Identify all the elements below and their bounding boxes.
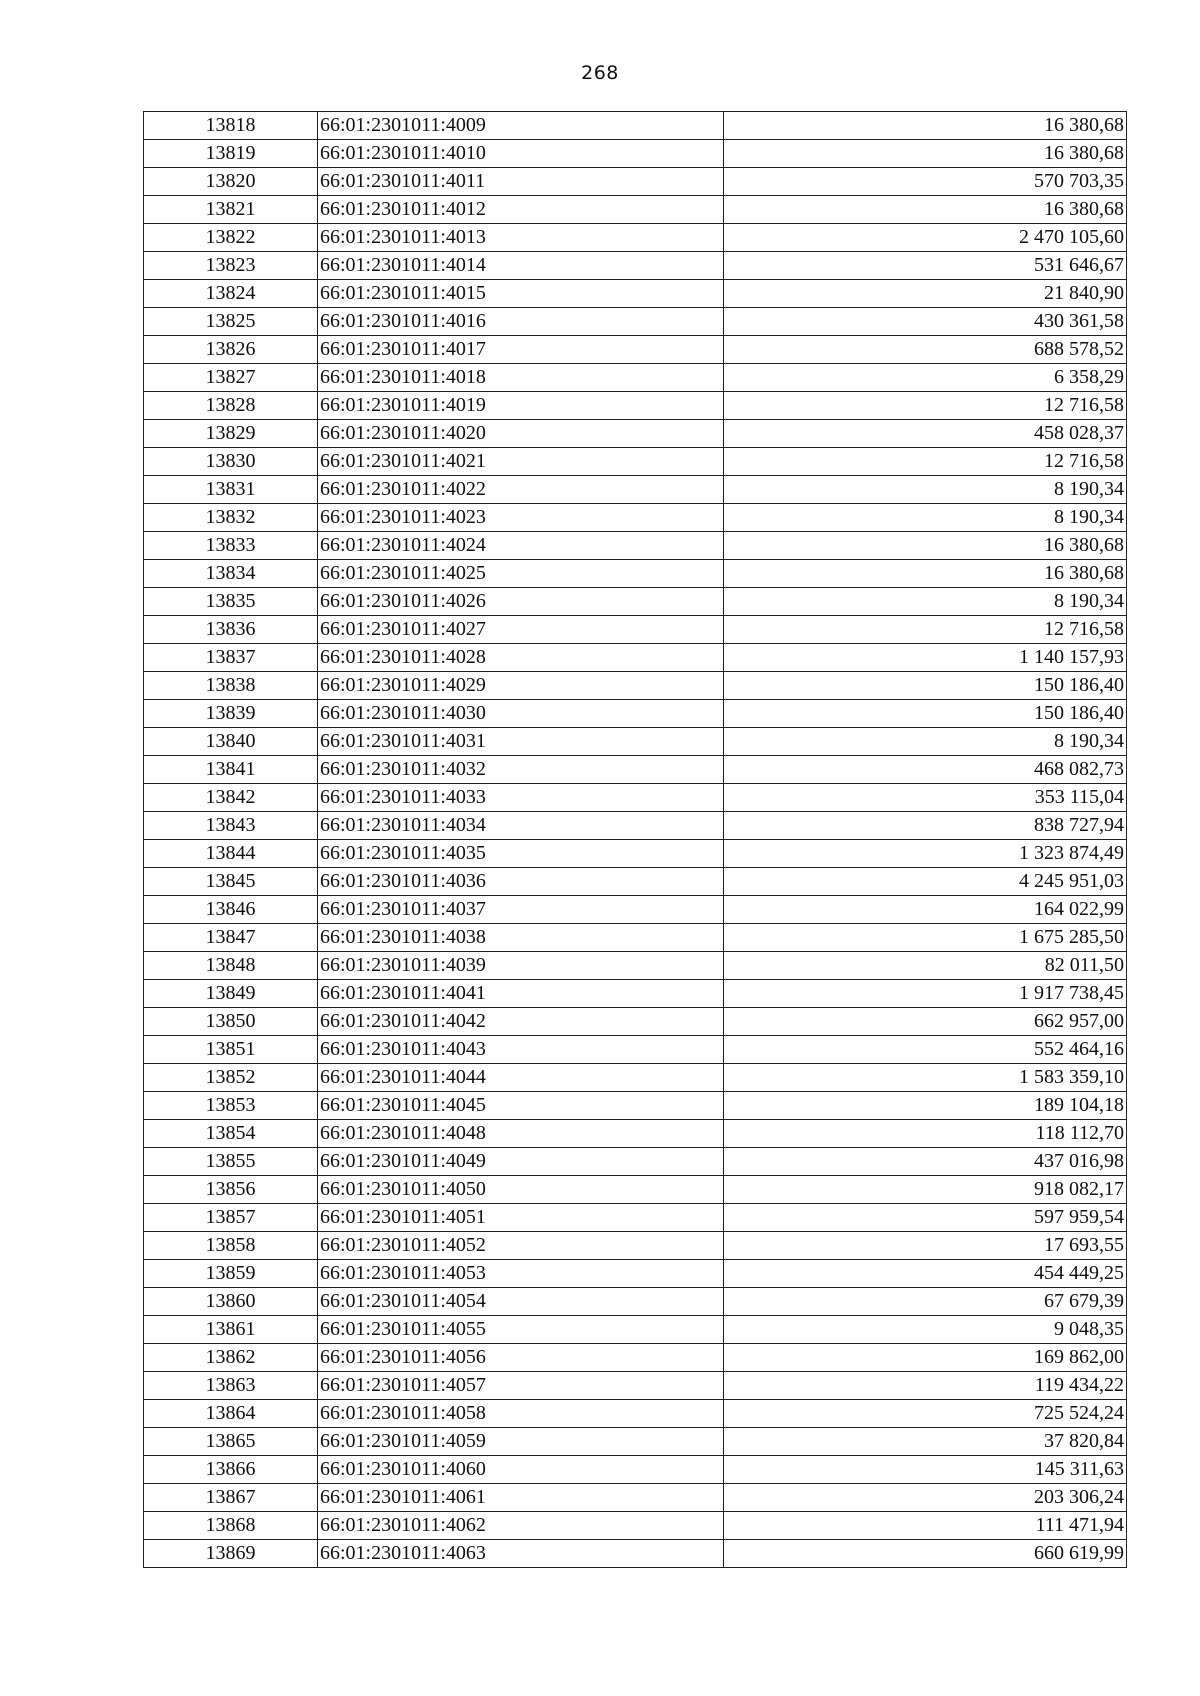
cadastral-number-cell: 66:01:2301011:4039 [318,952,724,980]
row-number-cell: 13856 [144,1176,318,1204]
cadastral-number-cell: 66:01:2301011:4058 [318,1400,724,1428]
cadastral-value-cell: 8 190,34 [724,588,1127,616]
cadastral-number-cell: 66:01:2301011:4018 [318,364,724,392]
cadastral-value-cell: 12 716,58 [724,616,1127,644]
cadastral-value-cell: 12 716,58 [724,392,1127,420]
row-number-cell: 13837 [144,644,318,672]
row-number-cell: 13822 [144,224,318,252]
table-row [144,532,1127,560]
table-row [144,1204,1127,1232]
cadastral-value-cell: 662 957,00 [724,1008,1127,1036]
table-row [144,1176,1127,1204]
row-number-cell: 13842 [144,784,318,812]
cadastral-value-cell: 16 380,68 [724,196,1127,224]
cadastral-number-cell: 66:01:2301011:4012 [318,196,724,224]
row-number-cell: 13828 [144,392,318,420]
table-row [144,588,1127,616]
cadastral-value-cell: 660 619,99 [724,1540,1127,1568]
cadastral-number-cell: 66:01:2301011:4061 [318,1484,724,1512]
cadastral-number-cell: 66:01:2301011:4023 [318,504,724,532]
row-number-cell: 13835 [144,588,318,616]
cadastral-number-cell: 66:01:2301011:4050 [318,1176,724,1204]
cadastral-value-table [143,111,1127,1568]
row-number-cell: 13862 [144,1344,318,1372]
row-number-cell: 13824 [144,280,318,308]
row-number-cell: 13858 [144,1232,318,1260]
cadastral-number-cell: 66:01:2301011:4014 [318,252,724,280]
row-number-cell: 13823 [144,252,318,280]
row-number-cell: 13849 [144,980,318,1008]
cadastral-number-cell: 66:01:2301011:4056 [318,1344,724,1372]
cadastral-value-cell: 1 675 285,50 [724,924,1127,952]
cadastral-value-cell: 8 190,34 [724,728,1127,756]
cadastral-value-cell: 838 727,94 [724,812,1127,840]
cadastral-number-cell: 66:01:2301011:4011 [318,168,724,196]
table-row [144,1260,1127,1288]
row-number-cell: 13838 [144,672,318,700]
row-number-cell: 13826 [144,336,318,364]
cadastral-number-cell: 66:01:2301011:4024 [318,532,724,560]
table-row [144,924,1127,952]
cadastral-value-cell: 1 583 359,10 [724,1064,1127,1092]
cadastral-value-cell: 531 646,67 [724,252,1127,280]
cadastral-number-cell: 66:01:2301011:4054 [318,1288,724,1316]
table-row [144,1428,1127,1456]
table-row [144,616,1127,644]
row-number-cell: 13865 [144,1428,318,1456]
table-row [144,560,1127,588]
table-row [144,1512,1127,1540]
cadastral-value-cell: 6 358,29 [724,364,1127,392]
cadastral-value-cell: 454 449,25 [724,1260,1127,1288]
table-row [144,336,1127,364]
row-number-cell: 13864 [144,1400,318,1428]
cadastral-value-cell: 21 840,90 [724,280,1127,308]
table-row [144,224,1127,252]
table-row [144,784,1127,812]
cadastral-value-cell: 111 471,94 [724,1512,1127,1540]
cadastral-number-cell: 66:01:2301011:4021 [318,448,724,476]
cadastral-number-cell: 66:01:2301011:4036 [318,868,724,896]
row-number-cell: 13863 [144,1372,318,1400]
cadastral-number-cell: 66:01:2301011:4037 [318,896,724,924]
cadastral-value-cell: 8 190,34 [724,476,1127,504]
row-number-cell: 13818 [144,112,318,140]
cadastral-value-cell: 150 186,40 [724,672,1127,700]
cadastral-value-cell: 16 380,68 [724,140,1127,168]
row-number-cell: 13825 [144,308,318,336]
cadastral-value-cell: 118 112,70 [724,1120,1127,1148]
cadastral-number-cell: 66:01:2301011:4013 [318,224,724,252]
row-number-cell: 13827 [144,364,318,392]
cadastral-value-cell: 150 186,40 [724,700,1127,728]
cadastral-number-cell: 66:01:2301011:4020 [318,420,724,448]
cadastral-number-cell: 66:01:2301011:4045 [318,1092,724,1120]
cadastral-number-cell: 66:01:2301011:4027 [318,616,724,644]
cadastral-value-cell: 12 716,58 [724,448,1127,476]
row-number-cell: 13868 [144,1512,318,1540]
table-row [144,952,1127,980]
table-row [144,448,1127,476]
cadastral-value-cell: 119 434,22 [724,1372,1127,1400]
table-row [144,896,1127,924]
cadastral-number-cell: 66:01:2301011:4009 [318,112,724,140]
cadastral-number-cell: 66:01:2301011:4043 [318,1036,724,1064]
cadastral-value-cell: 16 380,68 [724,532,1127,560]
row-number-cell: 13847 [144,924,318,952]
row-number-cell: 13819 [144,140,318,168]
cadastral-value-cell: 169 862,00 [724,1344,1127,1372]
table-row [144,364,1127,392]
cadastral-value-cell: 552 464,16 [724,1036,1127,1064]
row-number-cell: 13839 [144,700,318,728]
row-number-cell: 13850 [144,1008,318,1036]
table-row [144,840,1127,868]
cadastral-value-cell: 203 306,24 [724,1484,1127,1512]
row-number-cell: 13833 [144,532,318,560]
cadastral-value-cell: 458 028,37 [724,420,1127,448]
cadastral-value-cell: 164 022,99 [724,896,1127,924]
cadastral-number-cell: 66:01:2301011:4022 [318,476,724,504]
cadastral-number-cell: 66:01:2301011:4044 [318,1064,724,1092]
cadastral-number-cell: 66:01:2301011:4038 [318,924,724,952]
row-number-cell: 13861 [144,1316,318,1344]
row-number-cell: 13848 [144,952,318,980]
row-number-cell: 13830 [144,448,318,476]
cadastral-number-cell: 66:01:2301011:4026 [318,588,724,616]
cadastral-value-cell: 8 190,34 [724,504,1127,532]
row-number-cell: 13867 [144,1484,318,1512]
row-number-cell: 13852 [144,1064,318,1092]
row-number-cell: 13832 [144,504,318,532]
row-number-cell: 13869 [144,1540,318,1568]
table-row [144,1232,1127,1260]
table-row [144,644,1127,672]
cadastral-value-cell: 4 245 951,03 [724,868,1127,896]
row-number-cell: 13859 [144,1260,318,1288]
table-row [144,476,1127,504]
cadastral-number-cell: 66:01:2301011:4031 [318,728,724,756]
row-number-cell: 13855 [144,1148,318,1176]
table-row [144,1372,1127,1400]
cadastral-number-cell: 66:01:2301011:4019 [318,392,724,420]
cadastral-value-cell: 2 470 105,60 [724,224,1127,252]
cadastral-value-cell: 67 679,39 [724,1288,1127,1316]
table-row [144,252,1127,280]
table-body [144,112,1127,1568]
cadastral-value-cell: 37 820,84 [724,1428,1127,1456]
cadastral-value-cell: 1 917 738,45 [724,980,1127,1008]
cadastral-number-cell: 66:01:2301011:4010 [318,140,724,168]
table-row [144,308,1127,336]
cadastral-number-cell: 66:01:2301011:4029 [318,672,724,700]
row-number-cell: 13843 [144,812,318,840]
table-row [144,812,1127,840]
cadastral-value-cell: 688 578,52 [724,336,1127,364]
row-number-cell: 13860 [144,1288,318,1316]
table-row [144,392,1127,420]
table-row [144,1120,1127,1148]
row-number-cell: 13851 [144,1036,318,1064]
page-number: 268 [581,62,619,84]
row-number-cell: 13831 [144,476,318,504]
row-number-cell: 13841 [144,756,318,784]
cadastral-value-cell: 597 959,54 [724,1204,1127,1232]
cadastral-number-cell: 66:01:2301011:4015 [318,280,724,308]
cadastral-value-cell: 16 380,68 [724,560,1127,588]
table-row [144,1064,1127,1092]
cadastral-value-cell: 16 380,68 [724,112,1127,140]
cadastral-value-cell: 918 082,17 [724,1176,1127,1204]
cadastral-number-cell: 66:01:2301011:4062 [318,1512,724,1540]
row-number-cell: 13820 [144,168,318,196]
table-row [144,1092,1127,1120]
row-number-cell: 13846 [144,896,318,924]
table-row [144,280,1127,308]
table-row [144,728,1127,756]
cadastral-number-cell: 66:01:2301011:4052 [318,1232,724,1260]
cadastral-value-cell: 570 703,35 [724,168,1127,196]
cadastral-value-cell: 1 140 157,93 [724,644,1127,672]
cadastral-number-cell: 66:01:2301011:4048 [318,1120,724,1148]
cadastral-number-cell: 66:01:2301011:4033 [318,784,724,812]
row-number-cell: 13821 [144,196,318,224]
cadastral-value-cell: 82 011,50 [724,952,1127,980]
cadastral-number-cell: 66:01:2301011:4035 [318,840,724,868]
row-number-cell: 13853 [144,1092,318,1120]
cadastral-number-cell: 66:01:2301011:4034 [318,812,724,840]
table-row [144,1400,1127,1428]
table-row [144,1036,1127,1064]
table-row [144,196,1127,224]
table-row [144,980,1127,1008]
row-number-cell: 13836 [144,616,318,644]
row-number-cell: 13857 [144,1204,318,1232]
cadastral-number-cell: 66:01:2301011:4057 [318,1372,724,1400]
table-row [144,1288,1127,1316]
cadastral-number-cell: 66:01:2301011:4041 [318,980,724,1008]
cadastral-number-cell: 66:01:2301011:4025 [318,560,724,588]
table-row [144,1540,1127,1568]
cadastral-value-cell: 17 693,55 [724,1232,1127,1260]
cadastral-number-cell: 66:01:2301011:4051 [318,1204,724,1232]
table-row [144,140,1127,168]
cadastral-number-cell: 66:01:2301011:4059 [318,1428,724,1456]
row-number-cell: 13845 [144,868,318,896]
table-row [144,1456,1127,1484]
table-row [144,1316,1127,1344]
table-row [144,420,1127,448]
cadastral-number-cell: 66:01:2301011:4063 [318,1540,724,1568]
cadastral-value-cell: 189 104,18 [724,1092,1127,1120]
row-number-cell: 13854 [144,1120,318,1148]
cadastral-value-cell: 1 323 874,49 [724,840,1127,868]
cadastral-number-cell: 66:01:2301011:4055 [318,1316,724,1344]
cadastral-number-cell: 66:01:2301011:4053 [318,1260,724,1288]
cadastral-value-cell: 430 361,58 [724,308,1127,336]
table-row [144,168,1127,196]
cadastral-value-cell: 9 048,35 [724,1316,1127,1344]
cadastral-value-cell: 468 082,73 [724,756,1127,784]
table-row [144,1148,1127,1176]
row-number-cell: 13829 [144,420,318,448]
cadastral-number-cell: 66:01:2301011:4017 [318,336,724,364]
table-row [144,700,1127,728]
cadastral-number-cell: 66:01:2301011:4060 [318,1456,724,1484]
cadastral-number-cell: 66:01:2301011:4028 [318,644,724,672]
table-row [144,1008,1127,1036]
cadastral-number-cell: 66:01:2301011:4049 [318,1148,724,1176]
table-row [144,868,1127,896]
cadastral-number-cell: 66:01:2301011:4042 [318,1008,724,1036]
table-row [144,672,1127,700]
cadastral-number-cell: 66:01:2301011:4016 [318,308,724,336]
cadastral-value-cell: 353 115,04 [724,784,1127,812]
cadastral-number-cell: 66:01:2301011:4030 [318,700,724,728]
row-number-cell: 13844 [144,840,318,868]
table-row [144,112,1127,140]
row-number-cell: 13834 [144,560,318,588]
table-row [144,1484,1127,1512]
row-number-cell: 13866 [144,1456,318,1484]
cadastral-value-cell: 437 016,98 [724,1148,1127,1176]
table-row [144,1344,1127,1372]
cadastral-value-cell: 725 524,24 [724,1400,1127,1428]
cadastral-value-cell: 145 311,63 [724,1456,1127,1484]
table-row [144,756,1127,784]
cadastral-number-cell: 66:01:2301011:4032 [318,756,724,784]
table-row [144,504,1127,532]
row-number-cell: 13840 [144,728,318,756]
